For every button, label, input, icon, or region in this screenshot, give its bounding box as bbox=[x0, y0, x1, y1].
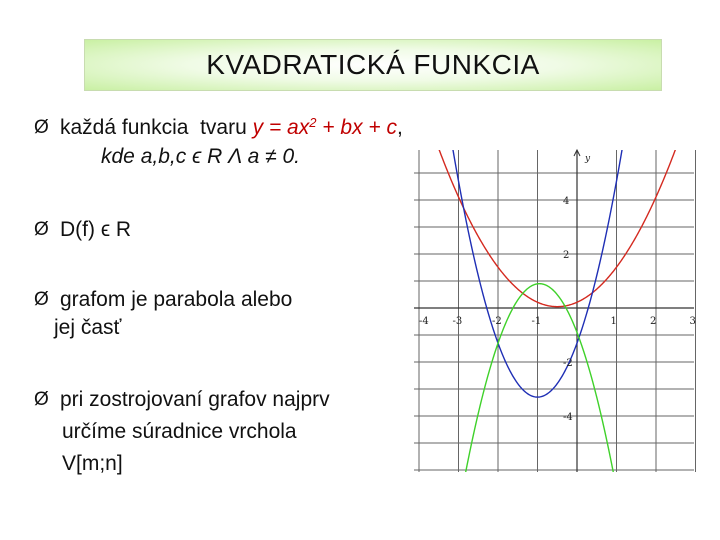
page-title: KVADRATICKÁ FUNKCIA bbox=[206, 49, 540, 80]
bullet-line: pri zostrojovaní grafov najprv bbox=[60, 388, 330, 411]
bullet-line-2: kde a,b,c ϵ R Λ a ≠ 0. bbox=[101, 145, 300, 168]
bullet-arrow-icon: Ø bbox=[34, 289, 49, 310]
bullet-arrow-icon: Ø bbox=[34, 389, 49, 410]
y-tick-label: 4 bbox=[563, 196, 570, 207]
bullet-text: každá funkcia tvaru bbox=[60, 116, 253, 139]
bullet-text: , bbox=[397, 116, 403, 139]
bullet-arrow-icon: Ø bbox=[34, 219, 49, 240]
bullet-line: D(f) ϵ R bbox=[60, 218, 132, 241]
x-tick-label: 1 bbox=[610, 316, 617, 327]
formula-part: y = ax bbox=[252, 116, 310, 139]
formula-part: + bx + c bbox=[316, 116, 398, 139]
bullet-arrow-icon: Ø bbox=[34, 117, 49, 138]
y-axis-label: y bbox=[585, 154, 591, 164]
y-tick-label: 2 bbox=[563, 250, 570, 261]
graph-curves bbox=[411, 0, 706, 540]
blue-parabola bbox=[411, 0, 706, 397]
bullet-line-2: určíme súradnice vrchola bbox=[62, 420, 297, 443]
formula-exponent: 2 bbox=[309, 115, 317, 130]
x-tick-label: 2 bbox=[650, 316, 657, 327]
x-tick-label: -1 bbox=[531, 316, 542, 327]
red-parabola bbox=[411, 56, 706, 307]
y-tick-label: -4 bbox=[563, 412, 573, 423]
x-tick-label: 3 bbox=[689, 316, 696, 327]
bullet-line: grafom je parabola alebo bbox=[60, 288, 293, 311]
x-tick-label: -3 bbox=[452, 316, 463, 327]
graph-axes bbox=[414, 150, 694, 472]
x-tick-label: -4 bbox=[419, 316, 429, 327]
bullet-line-3: V[m;n] bbox=[62, 452, 123, 475]
bullet-line-2: jej časť bbox=[54, 316, 122, 339]
x-tick-label: -2 bbox=[492, 316, 502, 327]
graph-grid bbox=[414, 150, 696, 472]
y-tick-label: -2 bbox=[563, 358, 573, 369]
